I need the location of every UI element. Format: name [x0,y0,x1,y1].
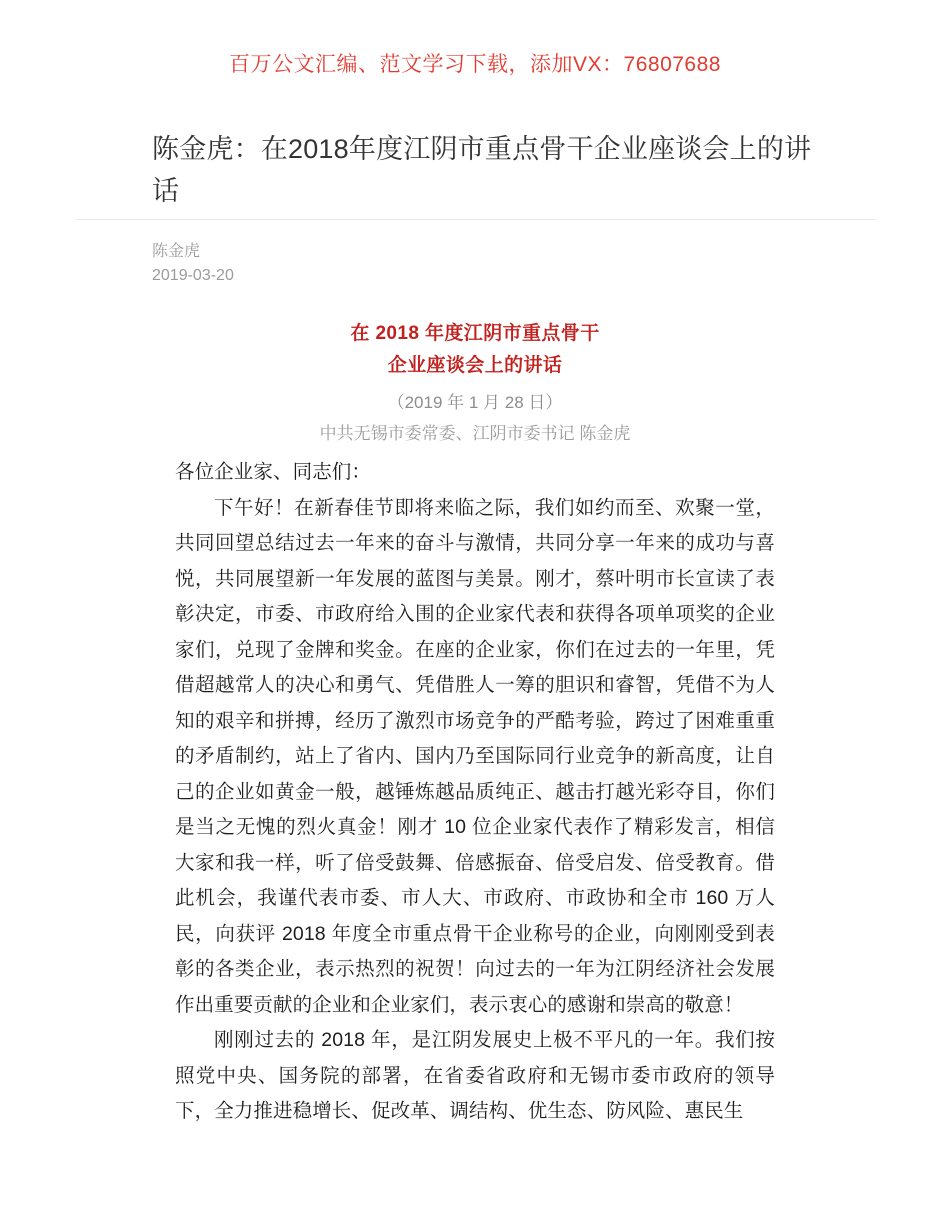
article-date: 2019-03-20 [152,267,234,284]
document-heading-line-1: 在 2018 年度江阴市重点骨干 [350,323,600,344]
document-content [175,318,775,1130]
document-date: （2019 年 1 月 28 日） [387,393,563,412]
document-body [175,455,775,1130]
article-header [152,128,812,212]
paragraph-1: 下午好！在新春佳节即将来临之际，我们如约而至、欢聚一堂，共同回望总结过去一年来的奋斗与激情，共同分享一年来的成功与喜悦，共同展望新一年发展的蓝图与美景。刚才，蔡叶明市长宣读了表彰决定，市委、市政府给入围的企业家代表和获得各项单项奖的企业家们，兑现了金牌和奖金。在座的企业家，你们在过去的一年里，凭借超越常人的决心和勇气、凭借胜人一筹的胆识和睿智，凭借不为人知的艰辛和拼搏，经历了激烈市场竞争的严酷考验，跨过了困难重重的矛盾制约，站上了省内、国内乃至国际同行业竞争的新高度，让自己的企业如黄金一般，越锤炼越品质纯正、越击打越光彩夺目，你们是当之无愧的烈火真金！刚才 10 位企业家代表作了精彩发言，相信大家和我一样，听了倍受鼓舞、倍感振奋、倍受启发、倍受教育。借此机会，我谨代表市委、市人大、市政府、市政协和全市 160 万人民，向获评 2018 年度全市重点骨干企业称号的企业，向刚刚受到表彰的各类企业，表示热烈的祝贺！向过去的一年为江阴经济社会发展作出重要贡献的企业和企业家们，表示衷心的感谢和崇高的敬意！ [175,496,775,1016]
document-heading-line-2: 企业座谈会上的讲话 [387,355,563,376]
article-meta [152,240,234,288]
page-title: 陈金虎：在2018年度江阴市重点骨干企业座谈会上的讲话 [152,134,812,206]
paragraph-salutation: 各位企业家、同志们： [175,461,372,483]
article-author: 陈金虎 [152,243,201,260]
paragraph-2: 刚刚过去的 2018 年，是江阴发展史上极不平凡的一年。我们按照党中央、国务院的部署，在省委省政府和无锡市委市政府的领导下，全力推进稳增长、促改革、调结构、优生态、防风险、惠民生 [175,1029,775,1122]
document-byline: 中共无锡市委常委、江阴市委书记 陈金虎 [319,424,631,443]
document-heading [175,318,775,382]
title-divider [76,219,876,220]
promo-banner: 百万公文汇编、范文学习下载，添加VX：76807688 [229,53,721,76]
